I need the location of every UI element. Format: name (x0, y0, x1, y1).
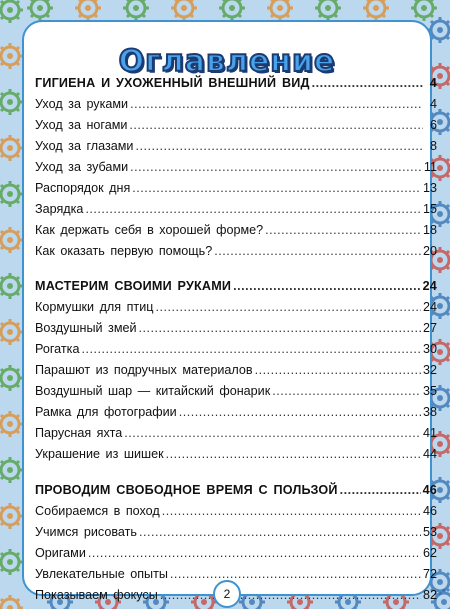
gear-icon (0, 0, 23, 23)
dot-leader (139, 525, 421, 539)
toc-entry (35, 223, 437, 244)
gear-icon (75, 0, 101, 21)
page-ref: 27 (422, 321, 437, 335)
toc-entry (35, 546, 437, 567)
page-ref: 44 (422, 447, 437, 461)
dot-leader (139, 321, 421, 335)
gear-icon (0, 595, 23, 609)
page-ref: 11 (423, 160, 437, 174)
dot-leader (179, 405, 421, 419)
toc-entry (35, 118, 437, 139)
gear-icon (363, 0, 389, 21)
gear-icon (0, 411, 23, 437)
dot-leader (88, 546, 421, 560)
entry-title: Воздушный шар — китайский фонарик (35, 384, 271, 398)
dot-leader (272, 384, 421, 398)
entry-title: Рогатка (35, 342, 80, 356)
entry-title: Уход за руками (35, 97, 129, 111)
gear-icon (0, 227, 23, 253)
toc-entry (35, 426, 437, 447)
section-header (35, 483, 437, 504)
page-ref: 4 (429, 97, 437, 111)
dot-leader (162, 504, 421, 518)
page-ref: 30 (422, 342, 437, 356)
page-ref: 62 (422, 546, 437, 560)
toc-entry (35, 384, 437, 405)
gear-icon (0, 89, 23, 115)
dot-leader (130, 160, 422, 174)
entry-title: Учимся рисовать (35, 525, 137, 539)
gear-icon (123, 0, 149, 21)
toc-entry (35, 244, 437, 265)
toc-entry (35, 504, 437, 525)
gear-icon (315, 0, 341, 21)
page-ref: 20 (422, 244, 437, 258)
gear-icon (0, 549, 23, 575)
dot-leader (233, 279, 420, 293)
entry-title: Зарядка (35, 202, 84, 216)
entry-title: Увлекательные опыты (35, 567, 168, 581)
page-ref: 4 (429, 76, 437, 90)
gear-icon (0, 135, 23, 161)
entry-title: Кормушки для птиц (35, 300, 154, 314)
dot-leader (170, 567, 421, 581)
page-number: 2 (213, 580, 241, 608)
page-ref: 46 (422, 504, 437, 518)
toc-entry (35, 97, 437, 118)
page-ref: 24 (422, 300, 437, 314)
dot-leader (265, 223, 421, 237)
entry-title: Как оказать первую помощь? (35, 244, 213, 258)
entry-title: Уход за глазами (35, 139, 134, 153)
toc-entry (35, 181, 437, 202)
gear-icon (267, 0, 293, 21)
entry-title: Парусная яхта (35, 426, 123, 440)
dot-leader (132, 181, 421, 195)
entry-title: Оригами (35, 546, 86, 560)
section-header (35, 279, 437, 300)
dot-leader (81, 342, 421, 356)
page-title: Оглавление (118, 44, 336, 79)
toc-entry (35, 321, 437, 342)
section-title: ГИГИЕНА И УХОЖЕННЫЙ ВНЕШНИЙ ВИД (35, 76, 310, 90)
page-ref: 32 (422, 363, 437, 377)
dot-leader (160, 588, 421, 602)
toc-entry (35, 405, 437, 426)
page-ref: 53 (422, 525, 437, 539)
dot-leader (166, 447, 421, 461)
gear-icon (0, 365, 23, 391)
page-ref: 72 (422, 567, 437, 581)
entry-title: Показываем фокусы (35, 588, 158, 602)
dot-leader (255, 363, 421, 377)
section-title: ПРОВОДИМ СВОБОДНОЕ ВРЕМЯ С ПОЛЬЗОЙ (35, 483, 338, 497)
page-ref: 8 (429, 139, 437, 153)
gear-icon (0, 181, 23, 207)
entry-title: Распорядок дня (35, 181, 131, 195)
page-ref: 24 (422, 279, 437, 293)
page-ref: 6 (429, 118, 437, 132)
toc-entry (35, 202, 437, 223)
dot-leader (312, 76, 423, 90)
table-of-contents (35, 76, 437, 609)
page-ref: 38 (422, 405, 437, 419)
dot-leader (85, 202, 421, 216)
gear-icon (27, 0, 53, 21)
page-ref: 15 (422, 202, 437, 216)
entry-title: Рамка для фотографии (35, 405, 177, 419)
toc-entry (35, 363, 437, 384)
dot-leader (129, 118, 423, 132)
page-ref: 18 (422, 223, 437, 237)
gear-icon (171, 0, 197, 21)
page-ref: 41 (422, 426, 437, 440)
entry-title: Парашют из подручных материалов (35, 363, 253, 377)
entry-title: Уход за зубами (35, 160, 129, 174)
dot-leader (135, 139, 423, 153)
toc-entry (35, 300, 437, 321)
entry-title: Как держать себя в хорошей форме? (35, 223, 264, 237)
gear-icon (0, 503, 23, 529)
toc-entry (35, 525, 437, 546)
page-ref: 82 (422, 588, 437, 602)
gear-icon (411, 0, 437, 21)
dot-leader (124, 426, 421, 440)
gear-icon (0, 273, 23, 299)
section-title: МАСТЕРИМ СВОИМИ РУКАМИ (35, 279, 232, 293)
toc-entry (35, 160, 437, 181)
dot-leader (214, 244, 421, 258)
dot-leader (155, 300, 421, 314)
toc-entry (35, 447, 437, 468)
toc-entry (35, 342, 437, 363)
gear-icon (0, 43, 23, 69)
entry-title: Украшение из шишек (35, 447, 164, 461)
gear-icon (0, 319, 23, 345)
section-header (35, 76, 437, 97)
entry-title: Собираемся в поход (35, 504, 160, 518)
dot-leader (340, 483, 421, 497)
page-ref: 46 (422, 483, 437, 497)
page-ref: 13 (422, 181, 437, 195)
entry-title: Воздушный змей (35, 321, 137, 335)
page-ref: 35 (422, 384, 437, 398)
toc-entry (35, 139, 437, 160)
dot-leader (130, 97, 423, 111)
gear-icon (219, 0, 245, 21)
entry-title: Уход за ногами (35, 118, 128, 132)
gear-icon (0, 457, 23, 483)
